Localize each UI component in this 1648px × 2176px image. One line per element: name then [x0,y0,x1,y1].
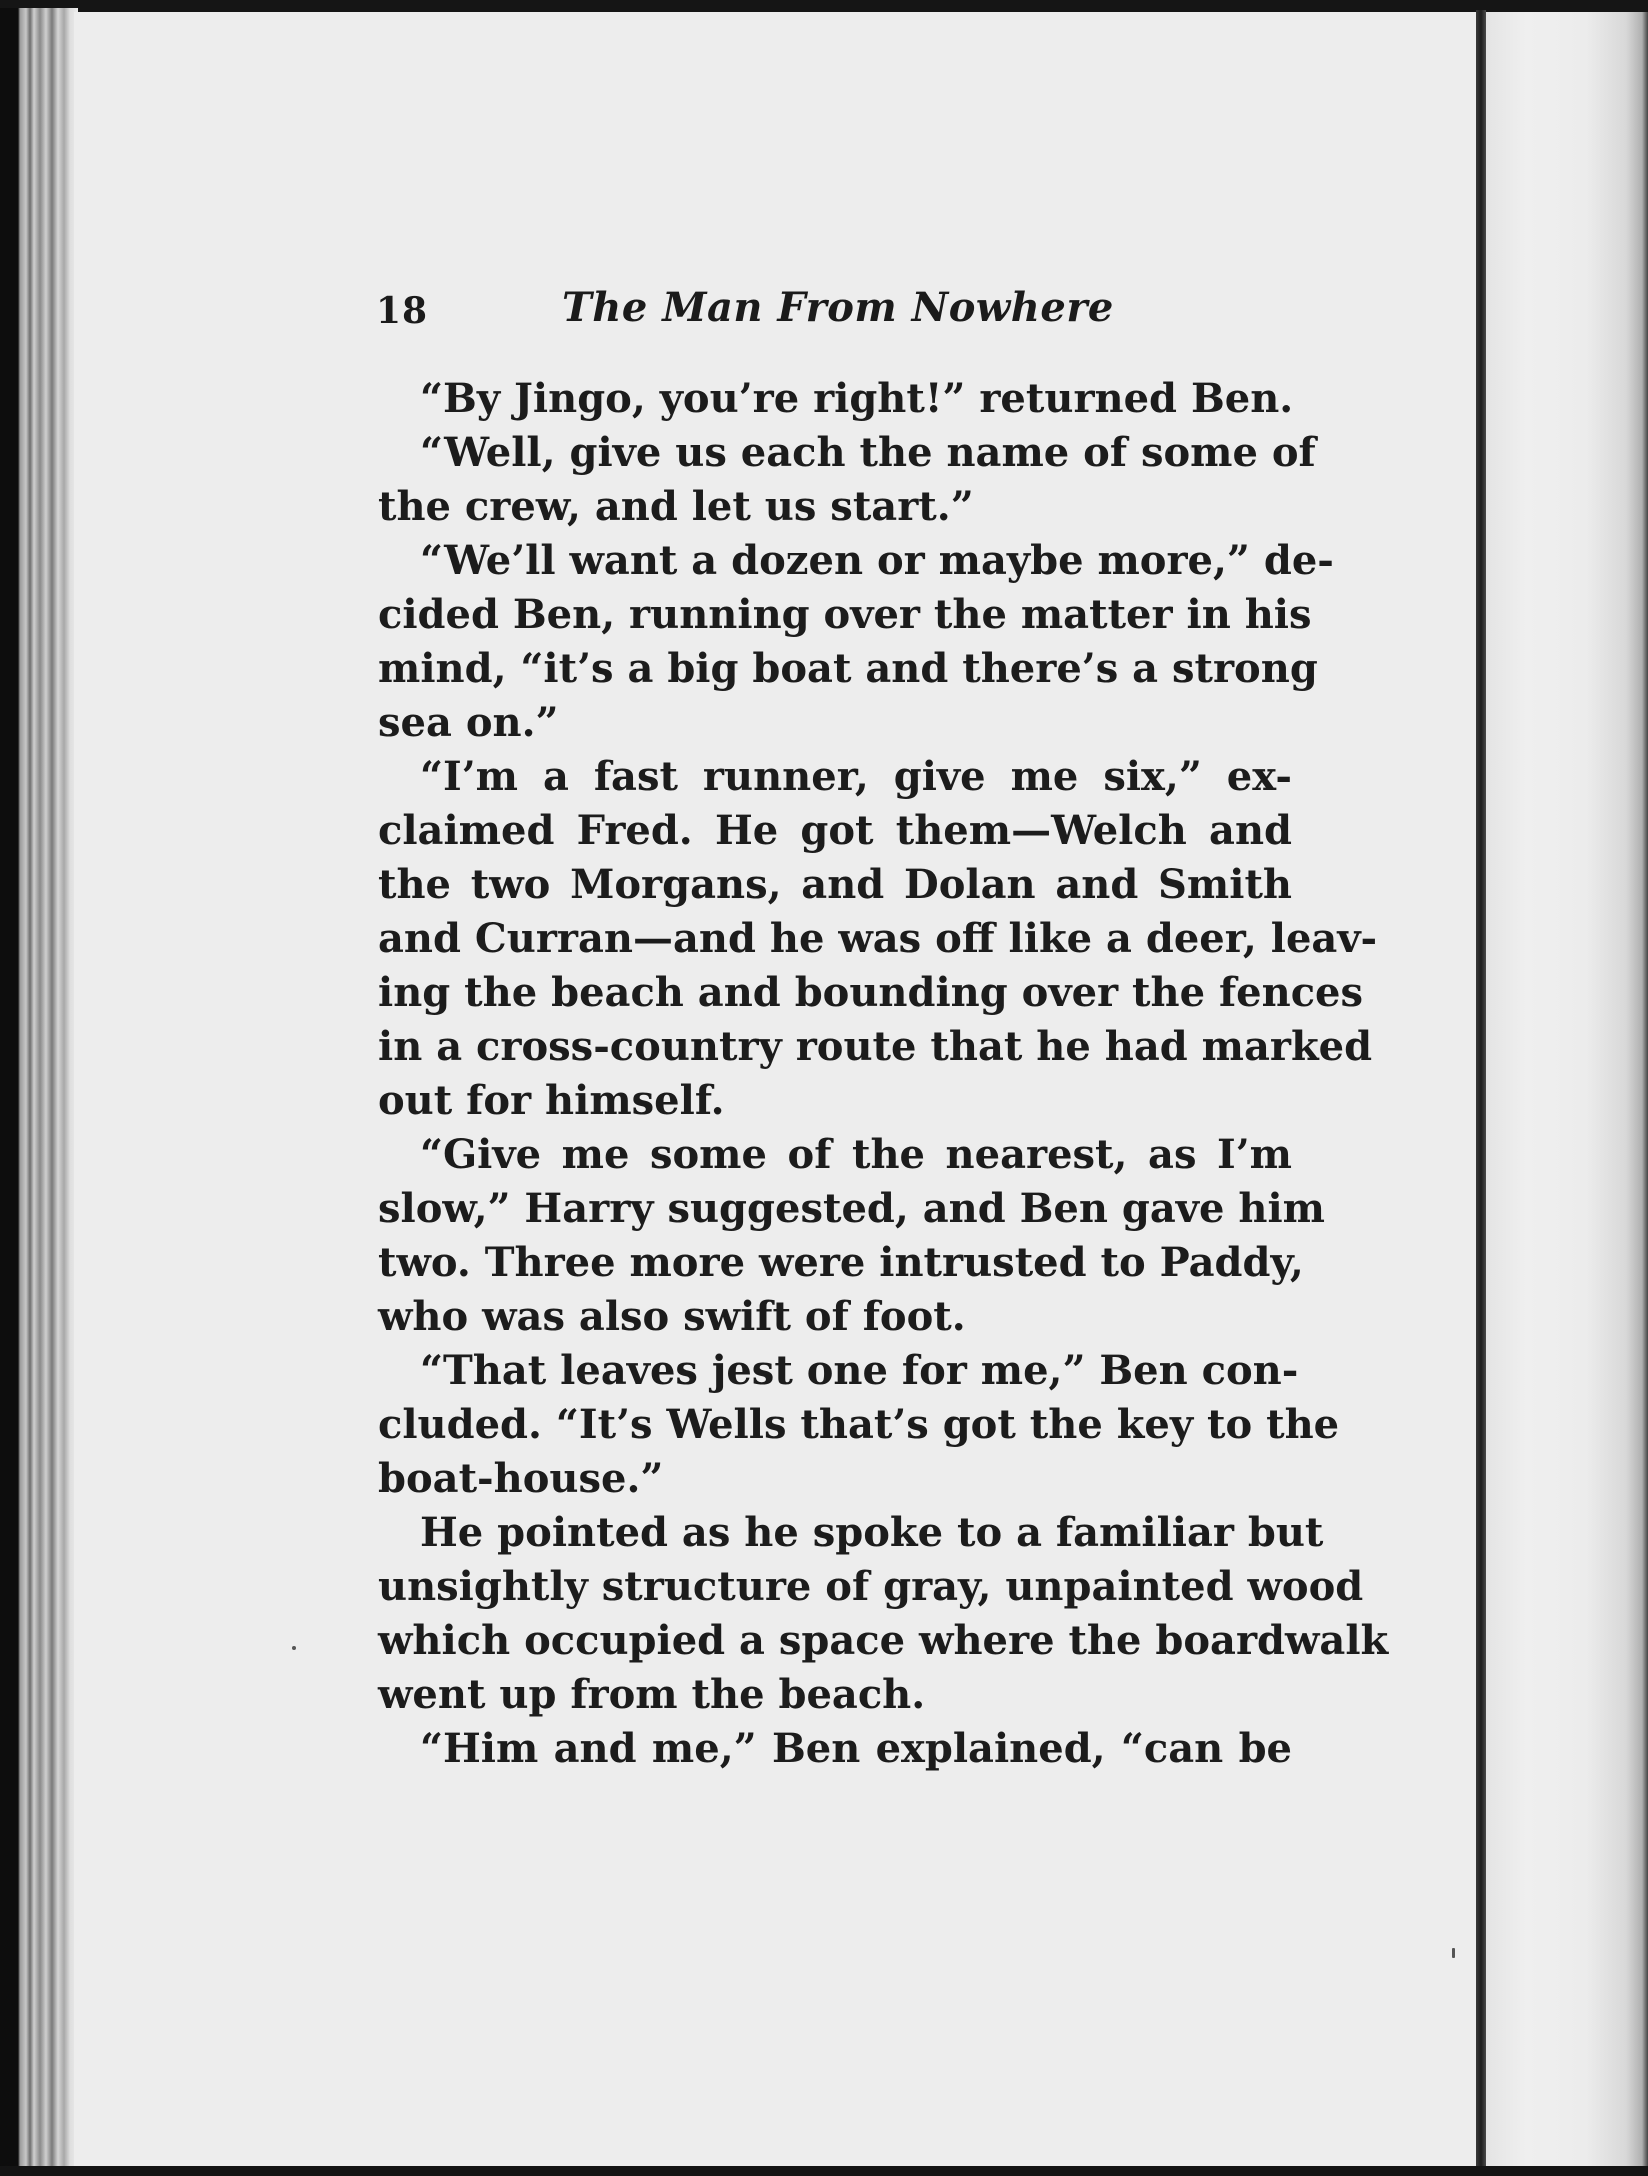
text-line: unsightly structure of gray, unpainted wood [378,1563,1364,1610]
page-number: 18 [376,290,429,332]
scan-speck [292,1646,296,1650]
text-line: two. Three more were intrusted to Paddy, [378,1239,1304,1286]
page-edge-stack [0,8,78,2168]
text-line: claimed Fred. He got them—Welch and [378,807,1292,854]
scan-border-top [0,0,1648,12]
scan-speck [1452,1948,1455,1958]
text-line: the two Morgans, and Dolan and Smith [378,861,1292,908]
text-line: “Well, give us each the name of some of [420,429,1316,476]
text-line: who was also swift of foot. [378,1293,966,1340]
text-line: “That leaves jest one for me,” Ben con- [420,1347,1299,1394]
text-line: slow,” Harry suggested, and Ben gave him [378,1185,1325,1232]
text-line: cluded. “It’s Wells that’s got the key to the [378,1401,1340,1448]
text-line: out for himself. [378,1077,725,1124]
text-line: “Him and me,” Ben explained, “can be [420,1725,1292,1772]
running-head [376,272,1296,332]
book-gutter [1476,10,1486,2166]
text-line: “Give me some of the nearest, as I’m [420,1131,1292,1178]
text-line: ing the beach and bounding over the fences [378,969,1364,1016]
facing-page-edge [1486,12,1648,2166]
body-text [378,372,1389,1776]
text-line: which occupied a space where the boardwalk [378,1617,1389,1664]
text-line: sea on.” [378,699,559,746]
text-line: in a cross-country route that he had marked [378,1023,1373,1070]
text-line: boat-house.” [378,1455,664,1502]
text-line: the crew, and let us start.” [378,483,974,530]
text-line: “I’m a fast runner, give me six,” ex- [420,753,1292,800]
text-line: He pointed as he spoke to a familiar but [420,1509,1324,1556]
scan-border-bottom [0,2166,1648,2176]
text-line: and Curran—and he was off like a deer, leav- [378,915,1378,962]
text-line: “By Jingo, you’re right!” returned Ben. [420,375,1294,422]
text-line: went up from the beach. [378,1671,926,1718]
running-title: The Man From Nowhere [562,284,1114,331]
text-line: “We’ll want a dozen or maybe more,” de- [420,537,1334,584]
text-line: mind, “it’s a big boat and there’s a strong [378,645,1318,692]
text-line: cided Ben, running over the matter in his [378,591,1312,638]
